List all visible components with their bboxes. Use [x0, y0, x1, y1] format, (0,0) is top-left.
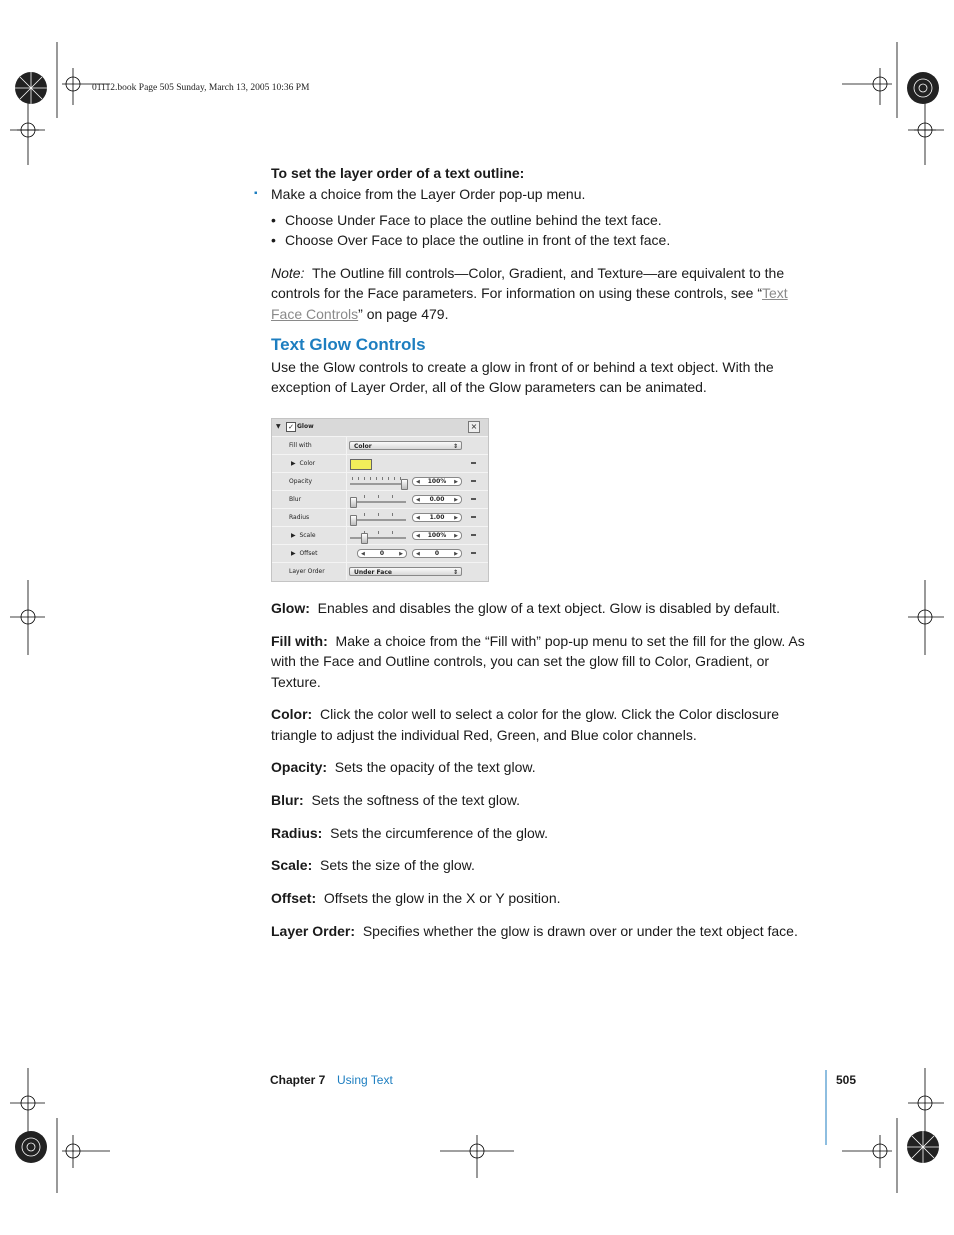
radius-row — [272, 509, 488, 527]
close-icon[interactable]: × — [468, 421, 480, 433]
definition-blur: Blur: Sets the softness of the text glow. — [271, 792, 521, 808]
definition-opacity: Opacity: Sets the opacity of the text glow. — [271, 759, 536, 775]
definition-color: Color: Click the color well to select a color for the glow. Click the Color disclosure — [271, 706, 780, 722]
definition-radius: Radius: Sets the circumference of the glow. — [271, 825, 549, 841]
fill-with-popup[interactable]: Color ⇕ — [349, 441, 462, 450]
note-text: controls for the Face parameters. For information on using these controls, see “ — [271, 285, 763, 301]
definition-scale: Scale: Sets the size of the glow. — [271, 857, 475, 873]
glow-header-label: Glow — [297, 423, 314, 430]
definition-color-cont: triangle to adjust the individual Red, Green, and Blue color channels. — [271, 727, 697, 743]
note-line-2 — [271, 283, 831, 304]
note-line-1 — [271, 263, 831, 284]
note-label: Note: — [271, 265, 305, 281]
section-intro: Use the Glow controls to create a glow in front of or behind a text object. With the — [271, 359, 774, 375]
offset-label: ▶ Offset — [272, 545, 347, 562]
disclosure-triangle-icon[interactable]: ▼ — [276, 423, 281, 430]
animate-dash-icon[interactable] — [471, 534, 476, 536]
footer-chapter: Chapter 7 — [270, 1073, 326, 1087]
opacity-slider[interactable] — [350, 483, 406, 485]
animate-dash-icon[interactable] — [471, 516, 476, 518]
sub-bullet: • — [271, 212, 276, 228]
scale-field[interactable]: ◀ 100% ▶ — [412, 531, 462, 540]
definition-glow: Glow: Enables and disables the glow of a text object. Glow is disabled by default. — [271, 600, 780, 616]
note-text: The Outline fill controls—Color, Gradient, and Texture—are equivalent to the — [312, 265, 785, 281]
radius-field[interactable]: ◀ 1.00 ▶ — [412, 513, 462, 522]
disclosure-triangle-icon[interactable]: ▶ — [291, 460, 296, 467]
opacity-row — [272, 473, 488, 491]
layer-order-row — [272, 563, 488, 581]
slider-knob[interactable] — [350, 515, 357, 526]
sub-item: Choose Under Face to place the outline behind the text face. — [285, 212, 662, 228]
note-text: ” on page 479. — [358, 306, 449, 322]
sub-item: Choose Over Face to place the outline in front of the text face. — [285, 232, 671, 248]
opacity-label: Opacity — [272, 473, 347, 490]
offset-x-field[interactable]: ◀ 0 ▶ — [357, 549, 407, 558]
page-number: 505 — [836, 1073, 857, 1087]
blur-slider[interactable] — [350, 501, 406, 503]
slider-knob[interactable] — [361, 533, 368, 544]
color-label: ▶ Color — [272, 455, 347, 472]
animate-dash-icon[interactable] — [471, 498, 476, 500]
fill-with-label: Fill with — [272, 437, 347, 454]
definition-layer-order: Layer Order: Specifies whether the glow is drawn over or under the text object face. — [271, 923, 798, 939]
disclosure-triangle-icon[interactable]: ▶ — [291, 550, 296, 557]
footer-chapter-title: Using Text — [337, 1073, 393, 1087]
blur-label: Blur — [272, 491, 347, 508]
definition-fill-with-cont: with the Face and Outline controls, you can set the glow fill to Color, Gradient, or — [271, 653, 770, 669]
offset-y-field[interactable]: ◀ 0 ▶ — [412, 549, 462, 558]
cross-reference-link[interactable]: Face Controls — [271, 306, 359, 322]
animate-dash-icon[interactable] — [471, 480, 476, 482]
color-well[interactable] — [350, 459, 372, 470]
definition-fill-with-cont: Texture. — [271, 674, 321, 690]
section-title: Text Glow Controls — [271, 335, 426, 354]
cross-reference-link[interactable]: Text — [762, 285, 788, 301]
glow-header-row — [272, 419, 488, 437]
sub-bullet: • — [271, 232, 276, 248]
fill-with-row — [272, 437, 488, 455]
definition-offset: Offset: Offsets the glow in the X or Y position. — [271, 890, 561, 906]
scale-label: ▶ Scale — [272, 527, 347, 544]
blur-field[interactable]: ◀ 0.00 ▶ — [412, 495, 462, 504]
offset-row — [272, 545, 488, 563]
opacity-field[interactable]: ◀ 100% ▶ — [412, 477, 462, 486]
scale-row — [272, 527, 488, 545]
slider-knob[interactable] — [350, 497, 357, 508]
radius-label: Radius — [272, 509, 347, 526]
radius-slider[interactable] — [350, 519, 406, 521]
blur-row — [272, 491, 488, 509]
color-row — [272, 455, 488, 473]
glow-parameters-panel — [271, 418, 489, 582]
print-slug: 01112.book Page 505 Sunday, March 13, 2005 10:36 PM — [92, 83, 310, 93]
disclosure-triangle-icon[interactable]: ▶ — [291, 532, 296, 539]
layer-order-label: Layer Order — [272, 563, 347, 580]
definition-fill-with: Fill with: Make a choice from the “Fill with” pop-up menu to set the fill for the glow. As — [271, 633, 805, 649]
animate-dash-icon[interactable] — [471, 462, 476, 464]
step-text: Make a choice from the Layer Order pop-up menu. — [271, 186, 586, 202]
slider-knob[interactable] — [401, 479, 408, 490]
task-heading: To set the layer order of a text outline: — [271, 165, 525, 181]
glow-enable-checkbox[interactable]: ✓ — [286, 422, 296, 432]
section-intro: exception of Layer Order, all of the Glow parameters can be animated. — [271, 379, 707, 395]
note-line-3 — [271, 304, 831, 325]
animate-dash-icon[interactable] — [471, 552, 476, 554]
layer-order-popup[interactable]: Under Face ⇕ — [349, 567, 462, 576]
step-bullet: ▪ — [254, 188, 258, 199]
scale-slider[interactable] — [350, 537, 406, 539]
